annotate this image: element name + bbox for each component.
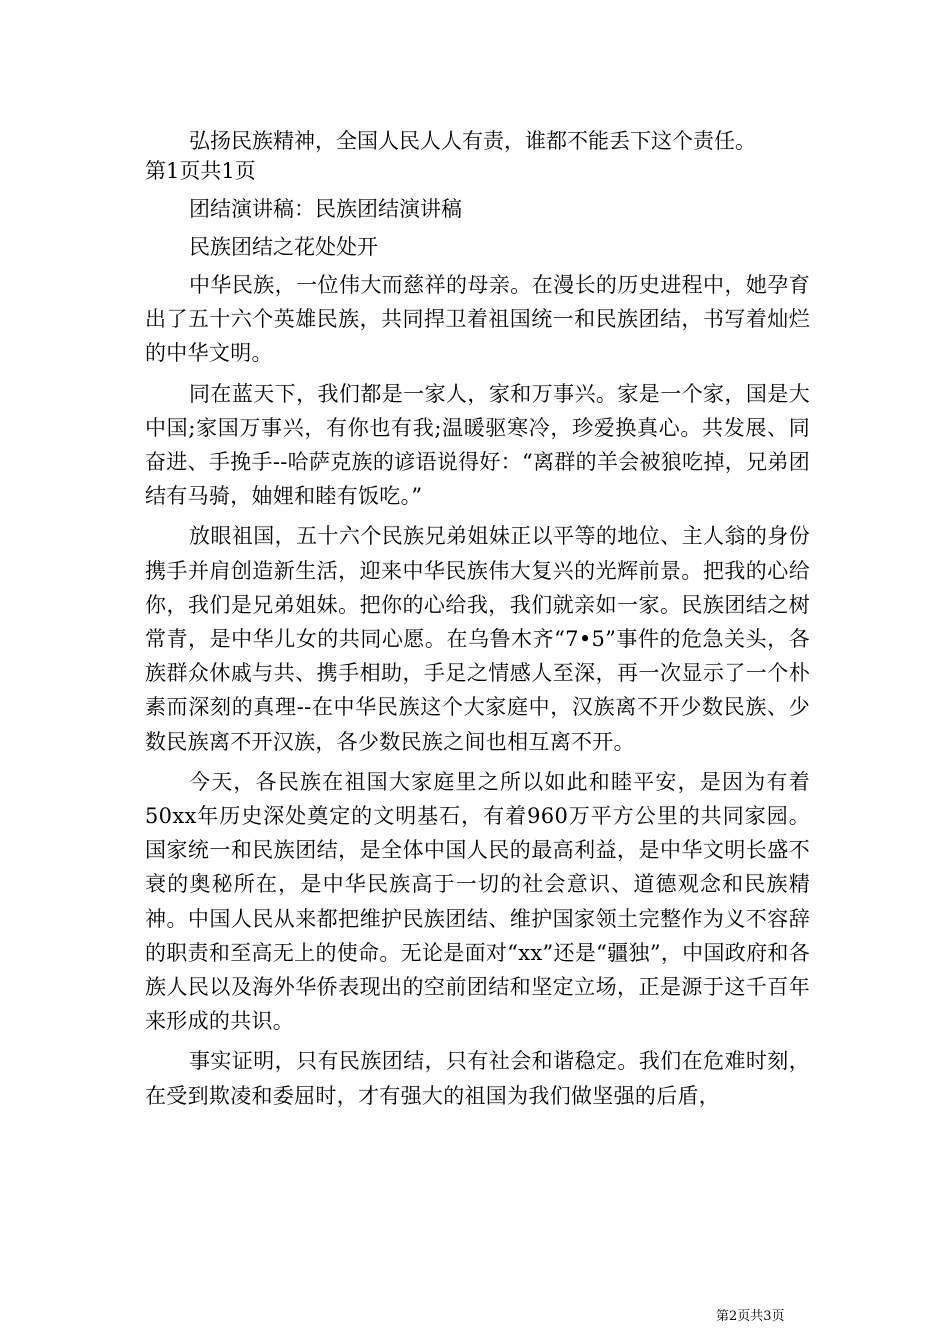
document-title: 团结演讲稿：民族团结演讲稿 — [189, 197, 462, 221]
paragraph-2: 同在蓝天下，我们都是一家人，家和万事兴。家是一个家，国是大中国;家国万事兴，有你也有我;温暖驱寒冷，珍爱换真心。共发展、同奋进、手挽手--哈萨克族的谚语说得好：“离群的羊会被狼吃掉，兄弟团结有马骑，妯娌和睦有饭吃。” — [145, 381, 810, 509]
document-page — [145, 118, 810, 1113]
page-footer: 第2页共3页 — [716, 1309, 785, 1324]
document-subtitle: 民族团结之花处处开 — [189, 235, 378, 259]
paragraph-3: 放眼祖国，五十六个民族兄弟姐妹正以平等的地位、主人翁的身份携手并肩创造新生活，迎来中华民族伟大复兴的光辉前景。把我的心给你，我们是兄弟姐妹。把你的心给我，我们就亲如一家。民族团结之树常青，是中华儿女的共同心愿。在乌鲁木齐“7•5”事件的危急关头，各族群众休戚与共、携手相助，手足之情感人至深，再一次显示了一个朴素而深刻的真理--在中华民族这个大家庭中，汉族离不开少数民族、少数民族离不开汉族，各少数民族之间也相互离不开。 — [145, 524, 810, 754]
closing-sentence: 弘扬民族精神，全国人民人人有责，谁都不能丢下这个责任。 — [189, 129, 756, 153]
page-marker: 第1页共1页 — [145, 159, 256, 183]
paragraph-4: 今天，各民族在祖国大家庭里之所以如此和睦平安，是因为有着50xx年历史深处奠定的文明基石，有着960万平方公里的共同家园。国家统一和民族团结，是全体中国人民的最高利益，是中华文明长盛不衰的奥秘所在，是中华民族高于一切的社会意识、道德观念和民族精神。中国人民从来都把维护民族团结、维护国家领土完整作为义不容辞的职责和至高无上的使命。无论是面对“xx”还是“疆独”，中国政府和各族人民以及海外华侨表现出的空前团结和坚定立场，正是源于这千百年来形成的共识。 — [145, 769, 810, 1034]
paragraph-1: 中华民族，一位伟大而慈祥的母亲。在漫长的历史进程中，她孕育出了五十六个英雄民族，共同捍卫着祖国统一和民族团结，书写着灿烂的中华文明。 — [145, 273, 810, 366]
paragraph-5: 事实证明，只有民族团结，只有社会和谐稳定。我们在危难时刻，在受到欺凌和委屈时，才有强大的祖国为我们做坚强的后盾， — [145, 1049, 810, 1108]
